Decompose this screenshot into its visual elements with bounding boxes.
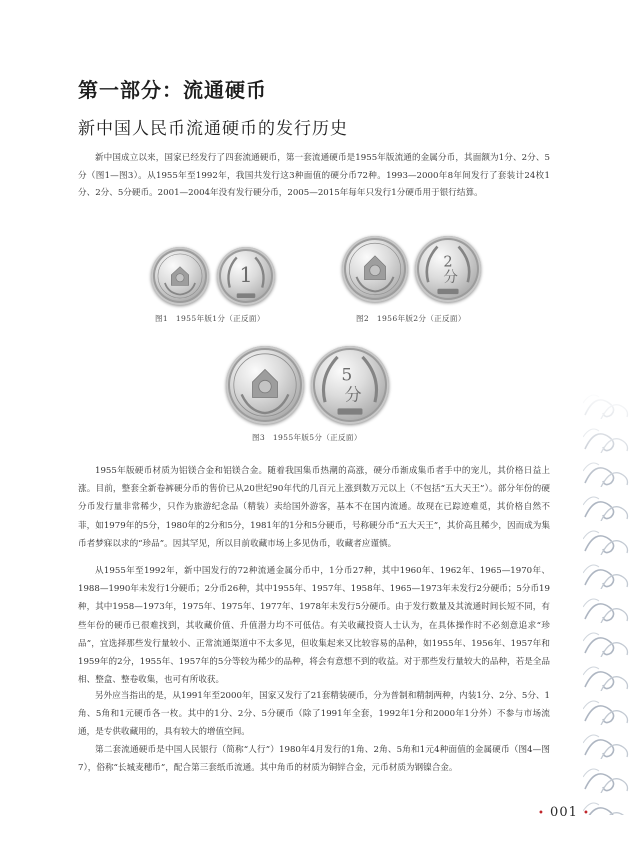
- bullet-left: •: [538, 808, 545, 819]
- figure-1-caption: 图1 1955年版1分（正反面）: [155, 314, 265, 323]
- wave-decoration: [583, 385, 629, 815]
- page-number-text: 001: [550, 805, 578, 820]
- paragraph-proof-sets: 另外应当指出的是，从1991年至2000年，国家又发行了21套精装硬币，分为普制和精制两种，内装1分、2分、5分、1角、5角和1元硬币各一枚。其中的1分、2分、5分硬币（除了1991年全套，1992年1分和2000年1分外）不参与市场流通，是专供收藏用的，具有较大的增值空间。: [78, 691, 550, 738]
- svg-text:5: 5: [341, 365, 353, 386]
- bullet-right: •: [583, 808, 590, 819]
- svg-text:1: 1: [239, 262, 253, 287]
- page-number: [538, 805, 590, 820]
- figure-2-caption: 图2 1956年版2分（正反面）: [356, 314, 466, 323]
- coin-2fen-obverse: [342, 236, 408, 302]
- figure-3-caption: 图3 1955年版5分（正反面）: [252, 433, 362, 442]
- paragraph-intro: 新中国成立以来，国家已经发行了四套流通硬币，第一套流通硬币是1955年版流通的金属分币，其面额为1分、2分、5分（图1—图3）。从1955年至1992年，我国共发行这3种面值的硬分币72种。1993—2000年8年间发行了套装计24枚1分、2分、5分硬币。2001—2004年没有发行硬分币，2005—2015年每年只发行1分硬币用于银行结算。: [78, 153, 550, 198]
- svg-text:分: 分: [344, 385, 362, 406]
- coin-2fen-reverse: [415, 236, 481, 302]
- coin-5fen-obverse: [226, 346, 304, 424]
- article-subtitle: 新中国人民币流通硬币的发行历史: [78, 119, 348, 139]
- coin-1fen-reverse: [217, 247, 275, 305]
- svg-text:2: 2: [443, 254, 453, 271]
- paragraph-1955-material: 1955年版硬币材质为铝镁合金和铝镁合金。随着我国集币热潮的高涨，硬分币渐成集币者手中的宠儿，其价格日益上涨。目前，整套全新卷裤硬分币的售价已从20世纪90年代的几百元上涨到数万元以上（不包括“五大天王”）。部分年份的硬分币发行量非常稀少，只作为旅游纪念品（精装）卖给国外游客，基本不在国内流通。故现在已踪迹难觅，其价格自然不菲，如1979年的5分，1980年的2分和5分，1981年的1分和5分硬币，号称硬分币“五大天王”，其价高且稀少，因而成为集币者梦寐以求的“珍品”。因其罕见，所以目前收藏市场上多见伪币，收藏者应谨慎。: [78, 466, 550, 549]
- paragraph-72-types: 从1955年至1992年，新中国发行的72种流通金属分币中，1分币27种，其中1960年、1962年、1965—1970年、1988—1990年未发行1分硬币；2分币26种，其中1955年、1957年、1958年、1965—1973年未发行2分硬币；5分币19种，其中1958—1973年，1975年、1975年、1977年、1978年未发行5分硬币。由于发行数量及其流通时间长短不同，有些年份的硬币已很难找到，其收藏价值、升值潜力均不可低估。有关收藏投资人士认为，在具体操作时不必刻意追求“珍品”，宜选择那些发行量较小、正常流通渠道中不太多见，但收集起来又比较容易的品种，如1955年、1956年、1957年和1959年的2分，1955年、1957年的5分等较为稀少的品种，将会有意想不到的收益。对于那些发行量较大的品种，若是全品相、整盒、整卷收集，也可有所收获。: [78, 566, 550, 686]
- svg-text:分: 分: [443, 270, 458, 287]
- section-title: 第一部分：流通硬币: [78, 78, 267, 102]
- paragraph-second-set: 第二套流通硬币是中国人民银行（简称“人行”）1980年4月发行的1角、2角、5角和1元4种面值的金属硬币（图4—图7），俗称“长城麦穗币”，配合第三套纸币流通。其中角币的材质为铜锌合金，元币材质为钢镍合金。: [78, 745, 550, 774]
- coin-5fen-reverse: [311, 346, 389, 424]
- page-edge: [0, 0, 629, 18]
- coin-1fen-obverse: [151, 247, 209, 305]
